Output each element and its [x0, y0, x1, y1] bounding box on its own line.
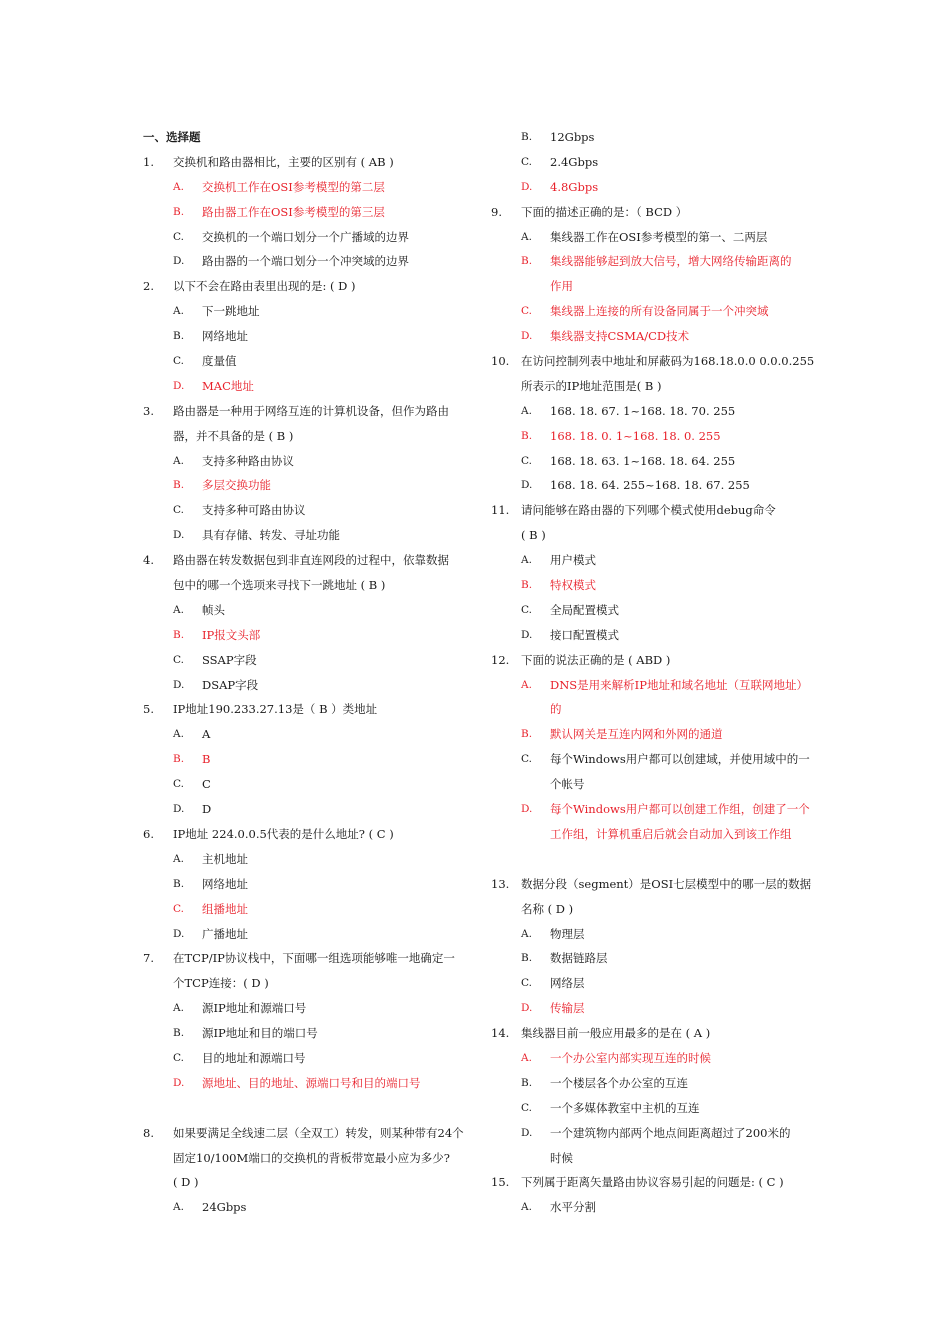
option-label: D. [521, 479, 533, 492]
question-continuation [143, 1146, 465, 1171]
question-continuation [491, 523, 813, 548]
option-text: 网络地址 [202, 876, 248, 891]
left-column [143, 125, 465, 1220]
option-label: A. [173, 180, 184, 193]
option-text: DSAP字段 [202, 677, 259, 692]
option [491, 797, 813, 822]
option-text: 路由器的一个端口划分一个冲突域的边界 [202, 254, 409, 269]
option [143, 449, 465, 474]
option [143, 374, 465, 399]
option-text: IP报文头部 [202, 627, 261, 642]
question [143, 548, 465, 573]
question-number: 9. [491, 204, 502, 219]
option-label: A. [521, 1201, 532, 1214]
option-label: D. [521, 330, 533, 343]
option-label: A. [521, 230, 532, 243]
option-label: B. [173, 1027, 185, 1040]
option-label: A. [173, 1201, 184, 1214]
option-text: 全局配置模式 [550, 602, 619, 617]
option [143, 772, 465, 797]
option [143, 897, 465, 922]
question-number: 5. [143, 702, 154, 717]
option-text: 具有存储、转发、寻址功能 [202, 528, 340, 543]
question-continuation [143, 1170, 465, 1195]
option [143, 349, 465, 374]
option-text: 水平分割 [550, 1200, 596, 1215]
option-label: C. [521, 1101, 532, 1114]
option-text: 168. 18. 0. 1~168. 18. 0. 255 [550, 428, 721, 443]
option-label: C. [521, 155, 532, 168]
option-text: MAC地址 [202, 378, 254, 393]
question [491, 648, 813, 673]
option-label: D. [521, 180, 533, 193]
question-continuation [143, 971, 465, 996]
question-text: 固定10/100M端口的交换机的背板带宽最小应为多少? [173, 1150, 450, 1165]
question [491, 200, 813, 225]
option [491, 249, 813, 274]
option [491, 150, 813, 175]
question-text: 下列属于距离矢量路由协议容易引起的问题是: ( C ) [521, 1175, 784, 1190]
option-text: 的 [550, 702, 562, 717]
option [143, 673, 465, 698]
option [143, 747, 465, 772]
option-label: D. [521, 803, 533, 816]
option-text: 支持多种可路由协议 [202, 503, 306, 518]
option-label: C. [173, 1051, 184, 1064]
option-text: 默认网关是互连内网和外网的通道 [550, 727, 723, 742]
question [143, 946, 465, 971]
option-text: 24Gbps [202, 1200, 247, 1215]
option-text: A [202, 727, 211, 742]
option-text: 源IP地址和目的端口号 [202, 1026, 318, 1041]
option [143, 648, 465, 673]
option-text: 接口配置模式 [550, 627, 619, 642]
option-text: 网络地址 [202, 329, 248, 344]
option-text: 广播地址 [202, 926, 248, 941]
option [491, 996, 813, 1021]
option [491, 573, 813, 598]
option-text: 12Gbps [550, 130, 595, 144]
question [491, 872, 813, 897]
option-label: B. [173, 877, 185, 890]
option-continuation [491, 772, 813, 797]
option [491, 598, 813, 623]
option-label: B. [521, 429, 533, 442]
option-text: 工作组，计算机重启后就会自动加入到该工作组 [550, 826, 792, 841]
option [143, 1071, 465, 1096]
question [491, 498, 813, 523]
option [143, 175, 465, 200]
option-label: A. [521, 404, 532, 417]
option-text: 度量值 [202, 354, 237, 369]
option-label: A. [173, 305, 184, 318]
question [143, 822, 465, 847]
option-label: A. [521, 927, 532, 940]
option-text: 4.8Gbps [550, 179, 599, 194]
option [491, 971, 813, 996]
option [491, 747, 813, 772]
option [491, 299, 813, 324]
question-text: 个TCP连接：( D ) [173, 976, 269, 991]
question-number: 13. [491, 876, 510, 891]
option-label: D. [173, 529, 185, 542]
option-label: C. [521, 753, 532, 766]
option [143, 996, 465, 1021]
question-text: IP地址190.233.27.13是（ B ）类地址 [173, 702, 378, 717]
option-text: 网络层 [550, 976, 585, 991]
question-text: 路由器是一种用于网络互连的计算机设备，但作为路由 [173, 403, 449, 418]
option-text: 作用 [550, 279, 573, 294]
question-text: 如果要满足全线速二层（全双工）转发，则某种带有24个 [173, 1125, 464, 1140]
option-label: B. [521, 1076, 533, 1089]
option-label: A. [173, 603, 184, 616]
option [491, 324, 813, 349]
question [491, 349, 813, 374]
option-label: C. [521, 454, 532, 467]
option [491, 673, 813, 698]
question [143, 274, 465, 299]
option-label: B. [173, 753, 185, 766]
option [491, 125, 813, 150]
option-continuation [491, 822, 813, 847]
option-text: 168. 18. 63. 1~168. 18. 64. 255 [550, 453, 736, 468]
option-label: D. [521, 628, 533, 641]
option-label: B. [173, 628, 185, 641]
question-number: 6. [143, 826, 154, 841]
question-continuation [491, 897, 813, 922]
option-label: B. [173, 479, 185, 492]
option-label: A. [173, 852, 184, 865]
option [143, 872, 465, 897]
question-number: 7. [143, 951, 154, 966]
option [491, 1046, 813, 1071]
option-text: 源IP地址和源端口号 [202, 1001, 307, 1016]
option-text: 多层交换功能 [202, 478, 271, 493]
option-label: C. [173, 355, 184, 368]
option-text: 特权模式 [550, 578, 596, 593]
option [491, 424, 813, 449]
option-label: C. [521, 305, 532, 318]
option-text: 时候 [550, 1150, 573, 1165]
option-label: D. [173, 927, 185, 940]
option [491, 1071, 813, 1096]
option-text: 集线器支持CSMA/CD技术 [550, 329, 690, 344]
option [143, 722, 465, 747]
option-label: C. [173, 504, 184, 517]
option-text: 物理层 [550, 926, 585, 941]
option-label: C. [521, 603, 532, 616]
question-continuation [143, 573, 465, 598]
option-label: D. [173, 678, 185, 691]
option [491, 1121, 813, 1146]
question-text: 下面的描述正确的是：（ BCD ） [521, 204, 688, 219]
option-label: A. [521, 678, 532, 691]
question-continuation [143, 424, 465, 449]
option [143, 1195, 465, 1220]
option [143, 498, 465, 523]
question-text: ( D ) [173, 1175, 199, 1190]
option-text: 源地址、目的地址、源端口号和目的端口号 [202, 1075, 421, 1090]
option [143, 225, 465, 250]
question-number: 15. [491, 1175, 510, 1190]
option-text: 集线器能够起到放大信号，增大网络传输距离的 [550, 254, 792, 269]
question-text: 名称 ( D ) [521, 901, 574, 916]
question-text: 请问能够在路由器的下列哪个模式使用debug命令 [521, 503, 776, 518]
option-text: B [202, 752, 211, 767]
option-label: A. [521, 554, 532, 567]
question-text: 交换机和路由器相比，主要的区别有 ( AB ) [173, 154, 394, 169]
option [491, 175, 813, 200]
option-continuation [491, 1146, 813, 1171]
option-label: C. [173, 778, 184, 791]
question-number: 4. [143, 553, 154, 568]
question-number: 1. [143, 154, 154, 169]
option-text: C [202, 777, 211, 792]
option-text: 2.4Gbps [550, 154, 599, 169]
option-label: B. [521, 131, 533, 143]
option-text: 一个楼层各个办公室的互连 [550, 1075, 688, 1090]
question [143, 150, 465, 175]
question-text: 下面的说法正确的是 ( ABD ) [521, 652, 671, 667]
option [143, 1046, 465, 1071]
option-continuation [491, 274, 813, 299]
option-label: D. [173, 379, 185, 392]
question-text: ( B ) [521, 528, 546, 543]
option [143, 1021, 465, 1046]
option-label: A. [173, 454, 184, 467]
option-label: C. [521, 977, 532, 990]
option [491, 946, 813, 971]
option-label: B. [521, 728, 533, 741]
option [491, 473, 813, 498]
option-continuation [491, 697, 813, 722]
option-text: 每个Windows用户都可以创建工作组，创建了一个 [550, 802, 810, 817]
section-title: 一、选择题 [143, 130, 201, 144]
blank-line [491, 847, 813, 872]
option [491, 548, 813, 573]
question [491, 1021, 813, 1046]
option-text: 168. 18. 67. 1~168. 18. 70. 255 [550, 403, 736, 418]
question-text: 集线器目前一般应用最多的是在 ( A ) [521, 1026, 711, 1041]
option-text: 168. 18. 64. 255~168. 18. 67. 255 [550, 478, 750, 493]
option [143, 249, 465, 274]
option-text: SSAP字段 [202, 652, 257, 667]
option-text: 路由器工作在OSI参考模型的第三层 [202, 204, 385, 219]
option-text: 集线器工作在OSI参考模型的第一、二两层 [550, 229, 768, 244]
option [491, 922, 813, 947]
question-text: 路由器在转发数据包到非直连网段的过程中，依靠数据 [173, 553, 449, 568]
option-label: C. [173, 230, 184, 243]
option-text: 数据链路层 [550, 951, 608, 966]
option [143, 473, 465, 498]
question-text: 包中的哪一个选项来寻找下一跳地址 ( B ) [173, 578, 386, 593]
question-text: 器，并不具备的是 ( B ) [173, 428, 294, 443]
question-number: 8. [143, 1125, 154, 1140]
option-label: A. [173, 728, 184, 741]
option-text: 交换机的一个端口划分一个广播域的边界 [202, 229, 409, 244]
question-number: 14. [491, 1026, 510, 1041]
option-text: 组播地址 [202, 901, 248, 916]
question [491, 1170, 813, 1195]
option-label: D. [173, 1076, 185, 1089]
question-text: IP地址 224.0.0.5代表的是什么地址? ( C ) [173, 826, 394, 841]
option-text: 传输层 [550, 1001, 585, 1016]
option-label: B. [173, 205, 185, 218]
option [143, 299, 465, 324]
option-label: A. [521, 1051, 532, 1064]
option-text: 一个多媒体教室中主机的互连 [550, 1100, 700, 1115]
option-text: DNS是用来解析IP地址和域名地址（互联网地址） [550, 677, 808, 692]
option-label: D. [521, 1002, 533, 1015]
option [143, 922, 465, 947]
option-label: C. [173, 653, 184, 666]
option-text: 个帐号 [550, 777, 585, 792]
option [491, 1195, 813, 1220]
option [143, 797, 465, 822]
option-text: 每个Windows用户都可以创建域，并使用域中的一 [550, 752, 810, 767]
question-number: 12. [491, 652, 510, 667]
option-label: C. [173, 902, 184, 915]
option-text: 一个建筑物内部两个地点间距离超过了200米的 [550, 1125, 791, 1140]
option [491, 399, 813, 424]
option-text: 主机地址 [202, 851, 248, 866]
option-label: A. [173, 1002, 184, 1015]
option-label: B. [521, 579, 533, 592]
option-label: D. [521, 1126, 533, 1139]
option [491, 225, 813, 250]
question-number: 10. [491, 354, 510, 369]
question-text: 在访问控制列表中地址和屏蔽码为168.18.0.0 0.0.0.255 [521, 354, 815, 369]
option [143, 623, 465, 648]
option-text: 用户模式 [550, 553, 596, 568]
question [143, 697, 465, 722]
question-text: 以下不会在路由表里出现的是: ( D ) [173, 279, 356, 294]
option-text: 目的地址和源端口号 [202, 1050, 306, 1065]
option [491, 722, 813, 747]
question [143, 399, 465, 424]
blank-line [143, 1096, 465, 1121]
question [143, 1121, 465, 1146]
option-label: D. [173, 803, 185, 816]
option [143, 598, 465, 623]
option-text: 集线器上连接的所有设备同属于一个冲突域 [550, 304, 769, 319]
question-text: 数据分段（segment）是OSI七层模型中的哪一层的数据 [521, 876, 812, 891]
option-label: B. [521, 952, 533, 965]
option-label: D. [173, 255, 185, 268]
option [143, 200, 465, 225]
question-number: 11. [491, 503, 510, 518]
option-text: 交换机工作在OSI参考模型的第二层 [202, 179, 385, 194]
question-continuation [491, 374, 813, 399]
question-text: 在TCP/IP协议栈中，下面哪一组选项能够唯一地确定一 [173, 951, 455, 966]
option [143, 523, 465, 548]
option [143, 847, 465, 872]
option-text: 下一跳地址 [202, 304, 260, 319]
option [491, 623, 813, 648]
option-text: 支持多种路由协议 [202, 453, 294, 468]
option-label: B. [521, 255, 533, 268]
option [491, 449, 813, 474]
option [491, 1096, 813, 1121]
option-label: B. [173, 330, 185, 343]
option [143, 324, 465, 349]
right-column [491, 125, 813, 1220]
question-text: 所表示的IP地址范围是( B ) [521, 378, 662, 393]
option-text: D [202, 802, 212, 817]
option-text: 一个办公室内部实现互连的时候 [550, 1050, 711, 1065]
question-number: 2. [143, 279, 154, 294]
option-text: 帧头 [202, 602, 225, 617]
question-number: 3. [143, 403, 154, 418]
